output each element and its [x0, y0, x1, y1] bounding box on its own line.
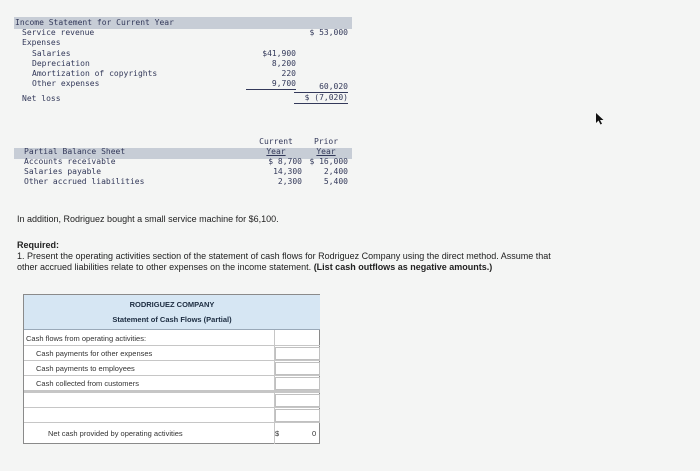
balance-row-label: Accounts receivable [24, 157, 116, 166]
requirement-text: other accrued liabilities relate to other expenses on the income statement. [17, 262, 312, 272]
table-row [24, 346, 320, 361]
requirement-line-1: 1. Present the operating activities section of the statement of cash flows for Rodriguez Company using the direct method. Assume that [17, 251, 551, 261]
balance-row-current: 14,300 [273, 167, 302, 176]
salaries-label: Salaries [32, 49, 71, 58]
net-loss-value: $ (7,020) [294, 92, 348, 104]
amortization-label: Amortization of copyrights [32, 69, 158, 78]
line-item-label: Cash collected from customers [36, 379, 139, 388]
cash-flow-table [23, 294, 320, 444]
amount-input[interactable] [275, 347, 320, 360]
balance-row-label: Other accrued liabilities [24, 177, 145, 186]
service-revenue-value: $ 53,000 [309, 28, 348, 37]
blank-row[interactable] [24, 408, 320, 423]
amount-input[interactable] [275, 377, 320, 390]
net-cash-value: 0 [312, 429, 317, 438]
net-cash-row [24, 426, 320, 441]
current-year-heading-2: Year [266, 147, 286, 156]
amount-input[interactable] [275, 394, 320, 407]
section-row [24, 331, 320, 346]
blank-row[interactable] [24, 393, 320, 408]
line-item-label: Cash payments to employees [36, 364, 135, 373]
partial-balance-sheet [14, 137, 352, 195]
balance-row-label: Salaries payable [24, 167, 102, 176]
net-loss-label: Net loss [22, 94, 61, 103]
depreciation-value: 8,200 [271, 59, 296, 68]
required-label: Required: [17, 240, 60, 250]
company-name: RODRIGUEZ COMPANY [129, 300, 215, 309]
table-row [24, 376, 320, 391]
amount-input[interactable] [275, 362, 320, 375]
balance-row-current: $ 8,700 [268, 157, 302, 166]
depreciation-label: Depreciation [32, 59, 90, 68]
addition-text: In addition, Rodriguez bought a small service machine for $6,100. [17, 214, 279, 224]
requirement-line-2 [17, 262, 492, 272]
balance-row-current: 2,300 [277, 177, 302, 186]
mouse-cursor-icon [596, 112, 604, 130]
salaries-value: $41,900 [262, 49, 296, 58]
total-expenses-value: 60,020 [319, 82, 348, 91]
current-year-heading-1: Current [259, 137, 293, 146]
balance-row-prior: 2,400 [323, 167, 348, 176]
requirement-bold-note: (List cash outflows as negative amounts.) [313, 262, 493, 272]
expenses-label: Expenses [22, 38, 61, 47]
prior-year-heading-2: Year [316, 147, 336, 156]
line-item-label: Cash payments for other expenses [36, 349, 153, 358]
balance-title: Partial Balance Sheet [24, 147, 126, 156]
other-expenses-label: Other expenses [32, 79, 100, 88]
income-title: Income Statement for Current Year [15, 18, 174, 27]
balance-row-prior: 5,400 [323, 177, 348, 186]
income-statement [14, 17, 352, 119]
balance-row [14, 157, 352, 167]
balance-row [14, 177, 352, 187]
net-cash-currency: $ [275, 429, 280, 438]
cash-flow-header [24, 295, 320, 330]
service-revenue-label: Service revenue [22, 28, 95, 37]
section-label: Cash flows from operating activities: [26, 334, 147, 343]
statement-title: Statement of Cash Flows (Partial) [112, 315, 232, 324]
balance-row [14, 167, 352, 177]
amount-input[interactable] [275, 409, 320, 422]
balance-row-prior: $ 16,000 [309, 157, 348, 166]
net-cash-label: Net cash provided by operating activities [48, 429, 183, 438]
amortization-value: 220 [281, 69, 296, 78]
table-row [24, 361, 320, 376]
other-expenses-value: 9,700 [246, 79, 296, 90]
prior-year-heading-1: Prior [313, 137, 339, 146]
